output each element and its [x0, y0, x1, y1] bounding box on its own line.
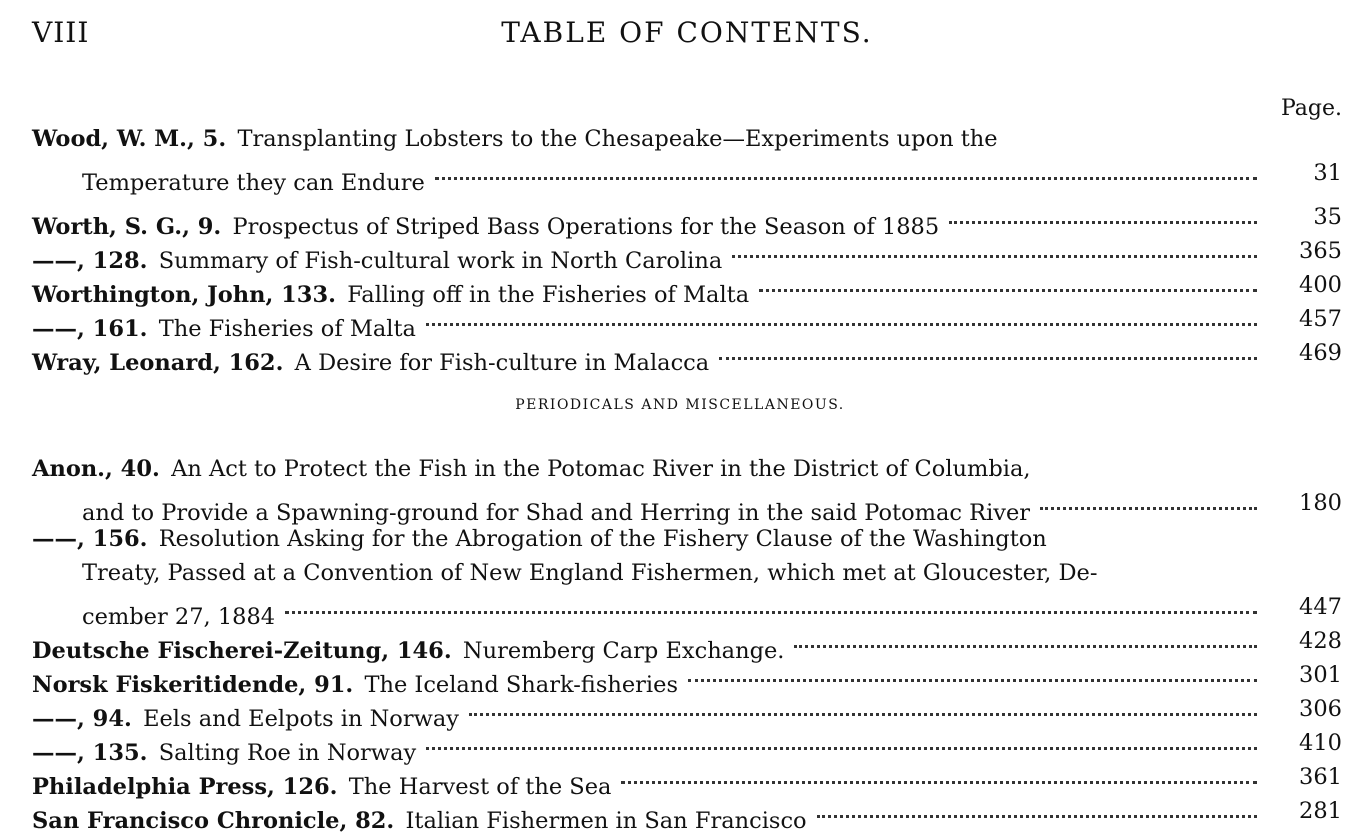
dot-leaders	[469, 692, 1257, 726]
page-folio: VIII	[32, 16, 90, 49]
toc-entry-title: The Fisheries of Malta	[158, 316, 416, 342]
toc-entry-line	[32, 658, 1342, 698]
toc-entry-line	[32, 760, 1342, 800]
page-column-label: Page.	[1280, 96, 1342, 121]
toc-entry	[32, 268, 1342, 308]
dot-leaders	[621, 760, 1257, 794]
toc-entry-line	[32, 726, 1342, 766]
toc-entry-title: Falling off in the Fisheries of Malta	[347, 282, 750, 308]
toc-entry-title: Transplanting Lobsters to the Chesapeake—Experiments upon the	[237, 126, 998, 152]
toc-entry-author: Wray, Leonard, 162.	[32, 350, 284, 376]
toc-entry-line	[32, 794, 1342, 834]
toc-entry	[32, 336, 1342, 376]
dot-leaders	[817, 794, 1257, 828]
toc-entry-page-number: 457	[1299, 306, 1342, 332]
toc-entry-title: Treaty, Passed at a Convention of New England Fishermen, which met at Gloucester, De-	[82, 560, 1098, 586]
toc-entry	[32, 658, 1342, 698]
toc-entry-page-number: 301	[1299, 662, 1342, 688]
toc-entry-author: Norsk Fiskeritidende, 91.	[32, 672, 354, 698]
toc-entry-line	[32, 122, 1342, 156]
toc-entry-line	[32, 336, 1342, 376]
toc-entry-title: Eels and Eelpots in Norway	[143, 706, 459, 732]
toc-entry-title: An Act to Protect the Fish in the Potomac River in the District of Columbia,	[171, 456, 1031, 482]
toc-entry-line	[32, 200, 1342, 240]
toc-entry-page-number: 31	[1313, 160, 1342, 186]
toc-entry-page-number: 35	[1313, 204, 1342, 230]
toc-entry-title: Resolution Asking for the Abrogation of the Fishery Clause of the Washington	[158, 526, 1047, 552]
toc-entry-page-number: 281	[1299, 798, 1342, 824]
toc-entry-page-number: 400	[1299, 272, 1342, 298]
toc-entry	[32, 760, 1342, 800]
toc-entry-line	[32, 452, 1342, 486]
toc-entry-page-number: 365	[1299, 238, 1342, 264]
dot-leaders	[719, 336, 1257, 370]
toc-entry	[32, 692, 1342, 732]
toc-entry-page-number: 361	[1299, 764, 1342, 790]
toc-entry-author: ——, 128.	[32, 248, 148, 274]
toc-entry	[32, 200, 1342, 240]
toc-entry-author: Worthington, John, 133.	[32, 282, 336, 308]
toc-entry-line	[32, 692, 1342, 732]
toc-entry-title: Salting Roe in Norway	[158, 740, 417, 766]
toc-entry-line	[32, 234, 1342, 274]
toc-entry	[32, 234, 1342, 274]
toc-entry-page-number: 469	[1299, 340, 1342, 366]
toc-entry-title: The Iceland Shark-fisheries	[364, 672, 678, 698]
dot-leaders	[688, 658, 1257, 692]
toc-entry-author: Philadelphia Press, 126.	[32, 774, 338, 800]
toc-entry-line	[32, 268, 1342, 308]
toc-entry-author: San Francisco Chronicle, 82.	[32, 808, 395, 834]
toc-entry-title: Summary of Fish-cultural work in North Carolina	[158, 248, 723, 274]
toc-entry-line	[32, 302, 1342, 342]
toc-entry-author: Worth, S. G., 9.	[32, 214, 222, 240]
toc-entry-author: Deutsche Fischerei-Zeitung, 146.	[32, 638, 452, 664]
toc-entry-line	[32, 156, 1342, 196]
toc-entry-line	[32, 522, 1342, 556]
toc-entry-title: A Desire for Fish-culture in Malacca	[294, 350, 710, 376]
dot-leaders	[435, 156, 1257, 190]
toc-entry-line	[32, 590, 1342, 630]
dot-leaders	[794, 624, 1257, 658]
toc-entry-page-number: 428	[1299, 628, 1342, 654]
dot-leaders	[759, 268, 1257, 302]
toc-entry	[32, 302, 1342, 342]
toc-entry	[32, 624, 1342, 664]
toc-entry-page-number: 180	[1299, 490, 1342, 516]
toc-entry-author: ——, 94.	[32, 706, 132, 732]
section-heading: PERIODICALS AND MISCELLANEOUS.	[515, 397, 845, 413]
page-header	[32, 14, 1342, 54]
toc-entry-page-number: 410	[1299, 730, 1342, 756]
toc-entry	[32, 794, 1342, 834]
toc-entry-title: Nuremberg Carp Exchange.	[462, 638, 785, 664]
toc-entry-author: ——, 161.	[32, 316, 148, 342]
toc-entry-author: ——, 156.	[32, 526, 148, 552]
dot-leaders	[949, 200, 1257, 234]
dot-leaders	[285, 590, 1257, 624]
toc-entry-page-number: 306	[1299, 696, 1342, 722]
toc-entry-title: cember 27, 1884	[82, 604, 276, 630]
dot-leaders	[1040, 486, 1257, 520]
toc-entry	[32, 726, 1342, 766]
toc-entry	[32, 122, 1342, 196]
dot-leaders	[732, 234, 1257, 268]
toc-entry-line	[32, 556, 1342, 590]
toc-entry-line	[32, 624, 1342, 664]
toc-entry-title: The Harvest of the Sea	[348, 774, 612, 800]
toc-entry-title: and to Provide a Spawning-ground for Shad and Herring in the said Potomac River	[82, 500, 1031, 526]
toc-entry-title: Temperature they can Endure	[82, 170, 425, 196]
dot-leaders	[426, 302, 1257, 336]
toc-entry-author: Anon., 40.	[32, 456, 160, 482]
toc-entry	[32, 522, 1342, 630]
toc-entry-title: Prospectus of Striped Bass Operations for the Season of 1885	[232, 214, 940, 240]
toc-entry-line	[32, 486, 1342, 526]
toc-entry-author: ——, 135.	[32, 740, 148, 766]
toc-entry	[32, 452, 1342, 526]
page-title: TABLE OF CONTENTS.	[501, 16, 873, 49]
toc-entry-title: Italian Fishermen in San Francisco	[405, 808, 807, 834]
dot-leaders	[426, 726, 1257, 760]
toc-entry-page-number: 447	[1299, 594, 1342, 620]
toc-entry-author: Wood, W. M., 5.	[32, 126, 227, 152]
